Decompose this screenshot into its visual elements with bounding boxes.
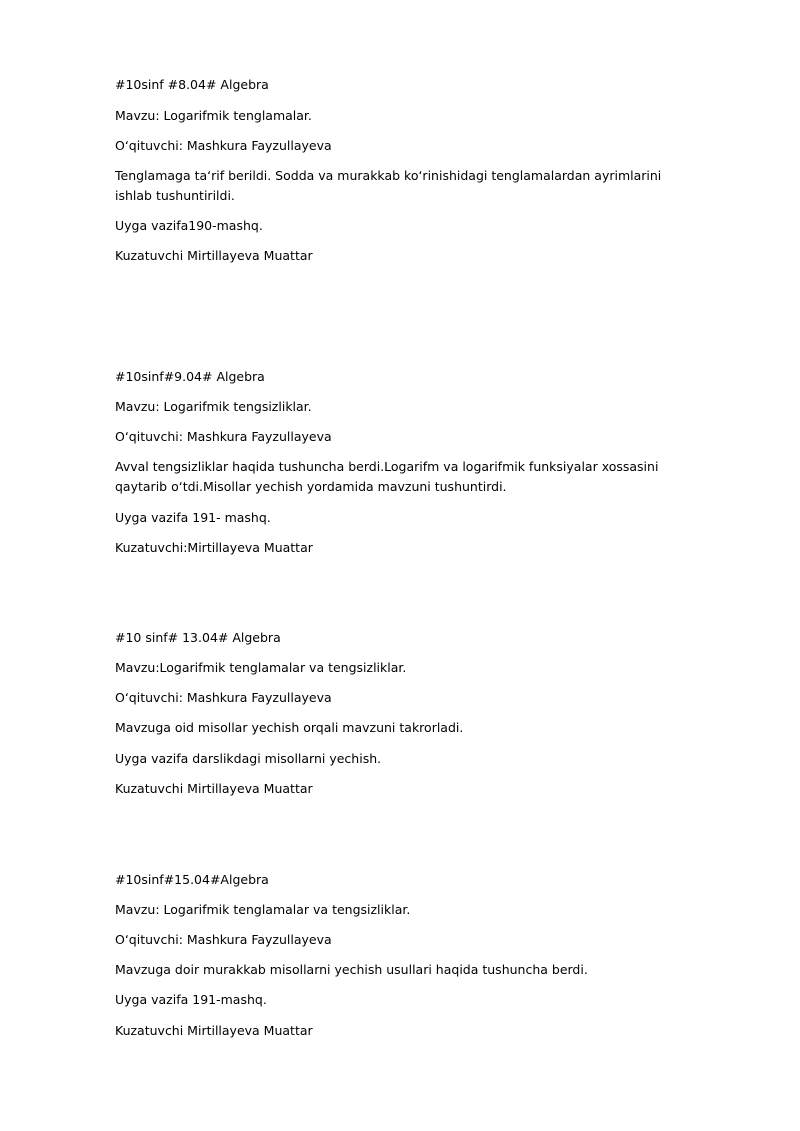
entry-homework: Uyga vazifa 191- mashq. <box>115 510 271 525</box>
entry-observer: Kuzatuvchi Mirtillayeva Muattar <box>115 1023 313 1038</box>
entry-topic: Mavzu: Logarifmik tenglamalar. <box>115 108 312 123</box>
entry-observer: Kuzatuvchi Mirtillayeva Muattar <box>115 781 313 796</box>
entry-topic: Mavzu:Logarifmik tenglamalar va tengsizliklar. <box>115 660 407 675</box>
entry-description: Mavzuga doir murakkab misollarni yechish usullari haqida tushuncha berdi. <box>115 962 588 977</box>
entry-header: #10sinf#15.04#Algebra <box>115 872 269 887</box>
entry-homework: Uyga vazifa190-mashq. <box>115 218 263 233</box>
entry-observer: Kuzatuvchi:Mirtillayeva Muattar <box>115 540 313 555</box>
entry-header: #10sinf#9.04# Algebra <box>115 369 265 384</box>
entry-teacher: O‘qituvchi: Mashkura Fayzullayeva <box>115 138 332 153</box>
entry-description: Avval tengsizliklar haqida tushuncha berdi.Logarifm va logarifmik funksiyalar xossasini qaytarib o‘tdi.Misollar yechish yordamida mavzuni tushuntirdi. <box>115 459 659 494</box>
entry-teacher: O‘qituvchi: Mashkura Fayzullayeva <box>115 690 332 705</box>
entry-teacher: O‘qituvchi: Mashkura Fayzullayeva <box>115 932 332 947</box>
entry-homework: Uyga vazifa darslikdagi misollarni yechish. <box>115 751 382 766</box>
entry-header: #10 sinf# 13.04# Algebra <box>115 630 281 645</box>
entry-observer: Kuzatuvchi Mirtillayeva Muattar <box>115 248 313 263</box>
entry-description: Tenglamaga ta‘rif berildi. Sodda va murakkab ko‘rinishidagi tenglamalardan ayrimlarini ishlab tushuntirildi. <box>115 168 662 203</box>
entry-header: #10sinf #8.04# Algebra <box>115 77 269 92</box>
entry-description: Mavzuga oid misollar yechish orqali mavzuni takrorladi. <box>115 720 464 735</box>
entry-homework: Uyga vazifa 191-mashq. <box>115 992 267 1007</box>
entry-teacher: O‘qituvchi: Mashkura Fayzullayeva <box>115 429 332 444</box>
entry-topic: Mavzu: Logarifmik tenglamalar va tengsizliklar. <box>115 902 411 917</box>
entry-topic: Mavzu: Logarifmik tengsizliklar. <box>115 399 312 414</box>
